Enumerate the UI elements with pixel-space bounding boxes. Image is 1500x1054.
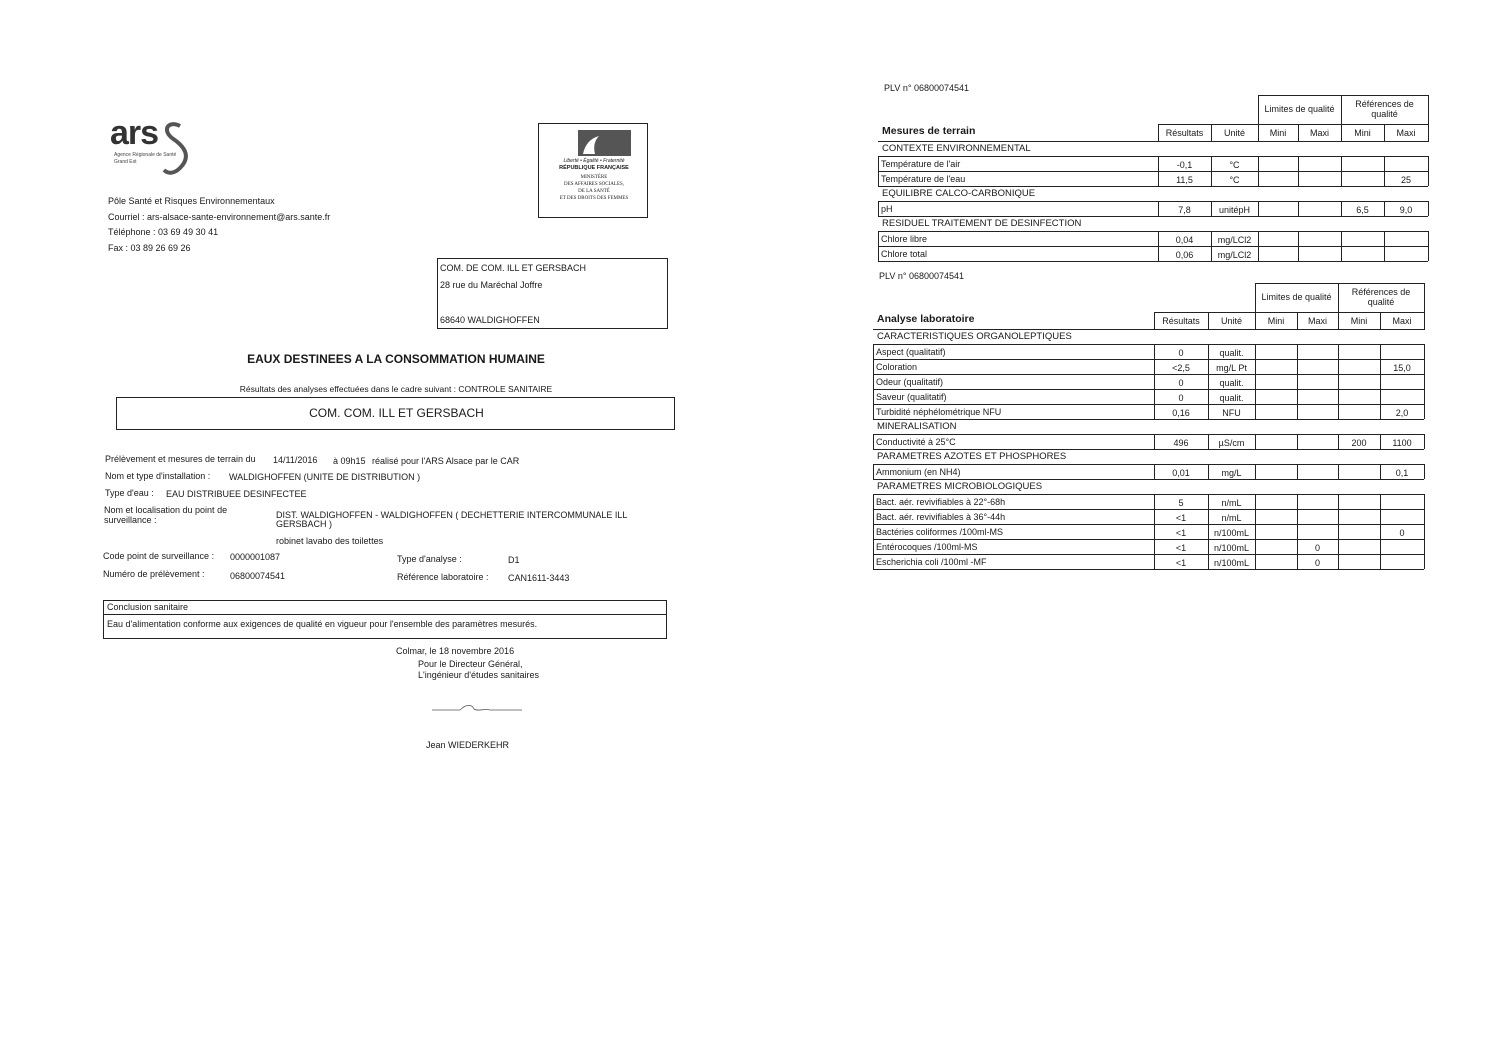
lab-result-value: <1 [1175, 543, 1187, 553]
lab-reference-value: CAN1611-3443 [508, 573, 570, 583]
document-title: EAUX DESTINEES A LA CONSOMMATION HUMAINE [247, 352, 545, 366]
lab-result-value: 5 [1178, 498, 1184, 508]
field-section-title: RESIDUEL TRAITEMENT DE DESINFECTION [882, 218, 1082, 229]
lab-col-header-maxi: Maxi [1307, 316, 1327, 326]
field-plv-number: PLV n° 06800074541 [884, 83, 970, 93]
field-column-divider [1211, 231, 1212, 261]
lab-section-divider [873, 479, 1424, 480]
lab-param-name: Turbidité néphélométrique NFU [876, 407, 1002, 417]
republic-motto: Liberté • Égalité • Fraternité [563, 158, 625, 164]
ars-logo-region: Grand Est [114, 159, 137, 165]
field-unit-value: °C [1229, 160, 1240, 170]
lab-column-divider [1255, 344, 1256, 419]
lab-param-name: Aspect (qualitatif) [876, 347, 946, 357]
field-reference-min: 6,5 [1356, 205, 1369, 215]
lab-param-name: Bact. aér. revivifiables à 36°-44h [876, 512, 1006, 522]
lab-reference-max: 15,0 [1393, 363, 1411, 373]
lab-param-name: Coloration [876, 362, 918, 372]
field-result-value: 0,04 [1175, 235, 1194, 245]
sample-number-label: Numéro de prélèvement : [103, 569, 205, 579]
ministry-line-4: ET DES DROITS DES FEMMES [559, 196, 629, 201]
lab-result-value: <1 [1175, 513, 1187, 523]
lab-column-divider [1380, 434, 1381, 449]
lab-column-divider [1208, 464, 1209, 479]
recipient-line-3: 68640 WALDIGHOFFEN [440, 315, 540, 325]
lab-column-divider [1154, 464, 1155, 479]
recipient-address-box [437, 258, 668, 329]
conclusion-title: Conclusion sanitaire [107, 602, 189, 612]
lab-unit-value: n/100mL [1213, 558, 1250, 568]
lab-references-header: Références de qualité [1351, 287, 1411, 307]
field-column-divider [1428, 231, 1429, 261]
lab-col-header-mini: Mini [1267, 316, 1285, 326]
field-section-divider [878, 216, 1428, 217]
point-label-1: Nom et localisation du point de [104, 505, 228, 515]
point-value-3: robinet lavabo des toilettes [276, 536, 384, 546]
lab-param-name: Saveur (qualitatif) [876, 392, 947, 402]
lab-section-divider [873, 449, 1424, 450]
lab-unit-value: n/mL [1221, 513, 1242, 523]
lab-column-divider [1255, 494, 1256, 569]
field-row-divider [878, 156, 1428, 157]
conclusion-text: Eau d'alimentation conforme aux exigences de qualité en vigueur pour l'ensemble des paramètres mesurés. [107, 619, 538, 629]
signature-stroke [430, 700, 525, 716]
lab-col-header-maxi: Maxi [1392, 316, 1412, 326]
lab-column-divider [1297, 434, 1298, 449]
ministry-emblem-block [538, 123, 648, 218]
install-label: Nom et type d'installation : [105, 471, 211, 481]
field-reference-max: 9,0 [1399, 205, 1413, 215]
field-unit-value: °C [1229, 175, 1240, 185]
lab-column-divider [1297, 464, 1298, 479]
field-param-name: Température de l'eau [881, 174, 966, 184]
field-column-divider [1341, 231, 1342, 261]
ars-logo-subtitle: Agence Régionale de Santé [114, 152, 177, 158]
field-result-value: -0,1 [1176, 160, 1193, 170]
field-column-divider [1428, 156, 1429, 186]
republic-name: RÉPUBLIQUE FRANÇAISE [559, 165, 629, 171]
lab-column-divider [1424, 434, 1425, 449]
lab-row-divider [873, 359, 1424, 360]
field-column-divider [878, 231, 879, 261]
field-column-divider [1298, 156, 1299, 186]
field-column-divider [1384, 201, 1385, 216]
field-result-value: 0,06 [1175, 250, 1194, 260]
field-reference-max: 25 [1400, 175, 1411, 185]
lab-column-divider [1208, 344, 1209, 419]
field-limits-header: Limites de qualité [1264, 103, 1335, 114]
lab-column-divider [1208, 494, 1209, 569]
field-param-name: pH [881, 204, 893, 214]
point-label-2: surveillance : [104, 515, 157, 525]
field-result-value: 11,5 [1176, 175, 1193, 185]
field-row-divider [878, 231, 1428, 232]
lab-param-name: Conductivité à 25°C [876, 437, 956, 447]
lab-unit-value: mg/L [1221, 468, 1242, 478]
lab-section-title: PARAMETRES AZOTES ET PHOSPHORES [877, 451, 1067, 462]
code-label: Code point de surveillance : [103, 551, 215, 561]
field-references-header: Références de qualité [1355, 99, 1414, 119]
lab-column-divider [873, 344, 874, 419]
collectivity-name: COM. COM. ILL ET GERSBACH [309, 406, 484, 420]
field-section-divider [878, 186, 1428, 187]
lab-param-name: Bactéries coliformes /100ml-MS [876, 527, 1004, 537]
sender-email: Courriel : ars-alsace-sante-environnement@ars.sante.fr [108, 212, 331, 222]
lab-row-divider [873, 464, 1424, 465]
field-unit-value: mg/LCl2 [1217, 250, 1252, 260]
lab-limits-header: Limites de qualité [1261, 291, 1332, 302]
lab-column-divider [1424, 344, 1425, 419]
field-column-divider [1341, 201, 1342, 216]
collectivity-box [116, 397, 675, 430]
field-column-divider [1211, 201, 1212, 216]
field-column-divider [1298, 231, 1299, 261]
lab-unit-value: n/100mL [1213, 543, 1250, 553]
lab-limit-max: 0 [1314, 558, 1320, 568]
conclusion-box [103, 600, 667, 639]
lab-param-name: Ammonium (en NH4) [876, 467, 961, 477]
sender-fax: Fax : 03 89 26 69 26 [108, 243, 191, 253]
lab-column-divider [1424, 464, 1425, 479]
lab-reference-max: 2,0 [1395, 408, 1409, 418]
field-column-divider [878, 201, 879, 216]
install-value: WALDIGHOFFEN (UNITE DE DISTRIBUTION ) [229, 472, 421, 482]
sampling-by: réalisé pour l'ARS Alsace par le CAR [372, 456, 520, 466]
lab-plv-number: PLV n° 06800074541 [879, 271, 965, 281]
lab-result-value: 0 [1178, 348, 1184, 358]
point-value-2: GERSBACH ) [276, 519, 333, 529]
lab-unit-value: µS/cm [1218, 438, 1245, 448]
field-unit-value: mg/LCl2 [1217, 235, 1252, 245]
lab-section-divider [873, 329, 1424, 330]
field-column-divider [1258, 201, 1259, 216]
lab-row-divider [873, 494, 1424, 495]
lab-column-divider [1338, 494, 1339, 569]
water-type-value: EAU DISTRIBUEE DESINFECTEE [166, 489, 307, 499]
lab-row-divider [873, 434, 1424, 435]
lab-col-header-resultats: Résultats [1162, 316, 1200, 326]
field-row-divider [878, 201, 1428, 202]
lab-unit-value: qualit. [1219, 378, 1244, 388]
lab-row-divider [873, 389, 1424, 390]
lab-param-name: Odeur (qualitatif) [876, 377, 944, 387]
lab-column-divider [873, 434, 874, 449]
sampling-time: à 09h15 [333, 456, 366, 466]
field-column-divider [1211, 156, 1212, 186]
sampling-date: 14/11/2016 [273, 455, 318, 465]
field-col-header-mini: Mini [1269, 128, 1287, 138]
lab-column-divider [873, 464, 874, 479]
lab-unit-value: qualit. [1219, 393, 1244, 403]
lab-result-value: 496 [1173, 438, 1189, 448]
field-section-divider [878, 141, 1428, 142]
ars-logo [110, 114, 205, 178]
lab-column-divider [1338, 344, 1339, 419]
field-result-value: 7,8 [1178, 205, 1191, 215]
lab-result-value: <1 [1175, 558, 1187, 568]
lab-param-name: Escherichia coli /100ml -MF [876, 557, 987, 567]
field-param-name: Chlore total [881, 249, 928, 259]
field-row-divider [878, 261, 1428, 262]
point-value-1: DIST. WALDIGHOFFEN - WALDIGHOFFEN ( DECHETTERIE INTERCOMMUNALE ILL [276, 510, 628, 520]
lab-reference-max: 1100 [1392, 438, 1412, 448]
lab-row-divider [873, 539, 1424, 540]
field-param-name: Température de l'air [881, 159, 961, 169]
field-col-header-resultats: Résultats [1165, 128, 1204, 138]
field-column-divider [1158, 201, 1159, 216]
field-col-header-mini: Mini [1354, 128, 1371, 138]
lab-col-header-mini: Mini [1350, 316, 1368, 326]
lab-reference-max: 0 [1399, 528, 1405, 538]
ministry-line-2: DES AFFAIRES SOCIALES, [563, 182, 625, 187]
lab-result-value: <2,5 [1172, 363, 1190, 373]
lab-column-divider [1255, 464, 1256, 479]
sampling-label: Prélèvement et mesures de terrain du [105, 454, 256, 464]
lab-section-title: PARAMETRES MICROBIOLOGIQUES [877, 481, 1043, 492]
field-column-divider [1158, 156, 1159, 186]
lab-row-divider [873, 509, 1424, 510]
field-col-header-maxi: Maxi [1309, 128, 1329, 138]
water-type-label: Type d'eau : [105, 488, 154, 498]
lab-section-title: CARACTERISTIQUES ORGANOLEPTIQUES [877, 331, 1072, 342]
lab-column-divider [873, 494, 874, 569]
lab-col-header-unite: Unité [1220, 316, 1242, 326]
lab-column-divider [1208, 434, 1209, 449]
lab-column-divider [1338, 464, 1339, 479]
lab-row-divider [873, 374, 1424, 375]
recipient-line-2: 28 rue du Maréchal Joffre [440, 280, 543, 290]
sample-number-value: 06800074541 [230, 571, 286, 581]
field-column-divider [1158, 231, 1159, 261]
lab-reference-max: 0,1 [1395, 468, 1409, 478]
field-column-divider [1384, 231, 1385, 261]
lab-column-divider [1154, 344, 1155, 419]
lab-row-divider [873, 344, 1424, 345]
ministry-line-1: MINISTÈRE [580, 175, 608, 180]
lab-reference-min: 200 [1351, 438, 1367, 448]
signature-for: Pour le Directeur Général, [418, 659, 523, 669]
field-column-divider [1258, 231, 1259, 261]
sender-phone: Téléphone : 03 69 49 30 41 [108, 227, 219, 237]
field-section-title: EQUILIBRE CALCO-CARBONIQUE [882, 188, 1036, 199]
field-table-title: Mesures de terrain [882, 125, 976, 137]
sender-pole: Pôle Santé et Risques Environnementaux [108, 196, 275, 206]
field-column-divider [1384, 156, 1385, 186]
field-param-name: Chlore libre [881, 234, 928, 244]
field-column-divider [1258, 156, 1259, 186]
field-column-divider [878, 156, 879, 186]
lab-section-title: MINERALISATION [877, 421, 957, 432]
field-column-divider [1428, 201, 1429, 216]
lab-result-value: 0,16 [1172, 408, 1190, 418]
lab-column-divider [1154, 434, 1155, 449]
field-column-divider [1298, 201, 1299, 216]
code-value: 0000001087 [230, 552, 281, 562]
lab-row-divider [873, 569, 1424, 570]
lab-result-value: <1 [1175, 528, 1187, 538]
handwritten-signature [430, 700, 525, 721]
lab-unit-value: NFU [1222, 408, 1241, 418]
lab-row-divider [873, 404, 1424, 405]
lab-section-divider [873, 419, 1424, 420]
lab-column-divider [1424, 494, 1425, 569]
field-row-divider [878, 246, 1428, 247]
lab-result-value: 0,01 [1172, 468, 1190, 478]
lab-column-divider [1154, 494, 1155, 569]
lab-column-divider [1380, 464, 1381, 479]
lab-unit-value: n/100mL [1213, 528, 1250, 538]
lab-column-divider [1380, 344, 1381, 419]
lab-column-divider [1380, 494, 1381, 569]
lab-unit-value: mg/L Pt [1216, 363, 1247, 373]
signature-place-date: Colmar, le 18 novembre 2016 [396, 646, 515, 656]
field-unit-value: unitépH [1218, 205, 1251, 215]
document-subtitle: Résultats des analyses effectuées dans le cadre suivant : CONTROLE SANITAIRE [239, 384, 553, 394]
lab-column-divider [1297, 494, 1298, 569]
lab-unit-value: qualit. [1219, 348, 1244, 358]
signature-name: Jean WIEDERKEHR [426, 740, 510, 750]
lab-param-name: Entérocoques /100ml-MS [876, 542, 978, 552]
signature-role: L'ingénieur d'études sanitaires [418, 670, 540, 680]
field-col-header-maxi: Maxi [1396, 128, 1416, 138]
analysis-type-value: D1 [508, 555, 520, 565]
lab-column-divider [1338, 434, 1339, 449]
lab-unit-value: n/mL [1221, 498, 1242, 508]
lab-table-title: Analyse laboratoire [877, 313, 975, 325]
lab-row-divider [873, 554, 1424, 555]
field-column-divider [1341, 156, 1342, 186]
lab-reference-label: Référence laboratoire : [397, 572, 489, 582]
lab-result-value: 0 [1178, 378, 1184, 388]
marianne-icon [555, 130, 631, 156]
lab-result-value: 0 [1178, 393, 1184, 403]
field-row-divider [878, 171, 1428, 172]
lab-row-divider [873, 524, 1424, 525]
field-col-header-unite: Unité [1223, 128, 1245, 138]
ars-logo-text: ars [110, 114, 159, 152]
lab-column-divider [1255, 434, 1256, 449]
field-section-title: CONTEXTE ENVIRONNEMENTAL [882, 143, 1031, 154]
marianne-emblem [555, 130, 631, 156]
lab-limit-max: 0 [1314, 543, 1320, 553]
analysis-type-label: Type d'analyse : [397, 554, 462, 564]
ministry-line-3: DE LA SANTÉ [578, 189, 610, 194]
lab-param-name: Bact. aér. revivifiables à 22°-68h [876, 497, 1006, 507]
lab-column-divider [1297, 344, 1298, 419]
recipient-line-1: COM. DE COM. ILL ET GERSBACH [440, 263, 587, 273]
